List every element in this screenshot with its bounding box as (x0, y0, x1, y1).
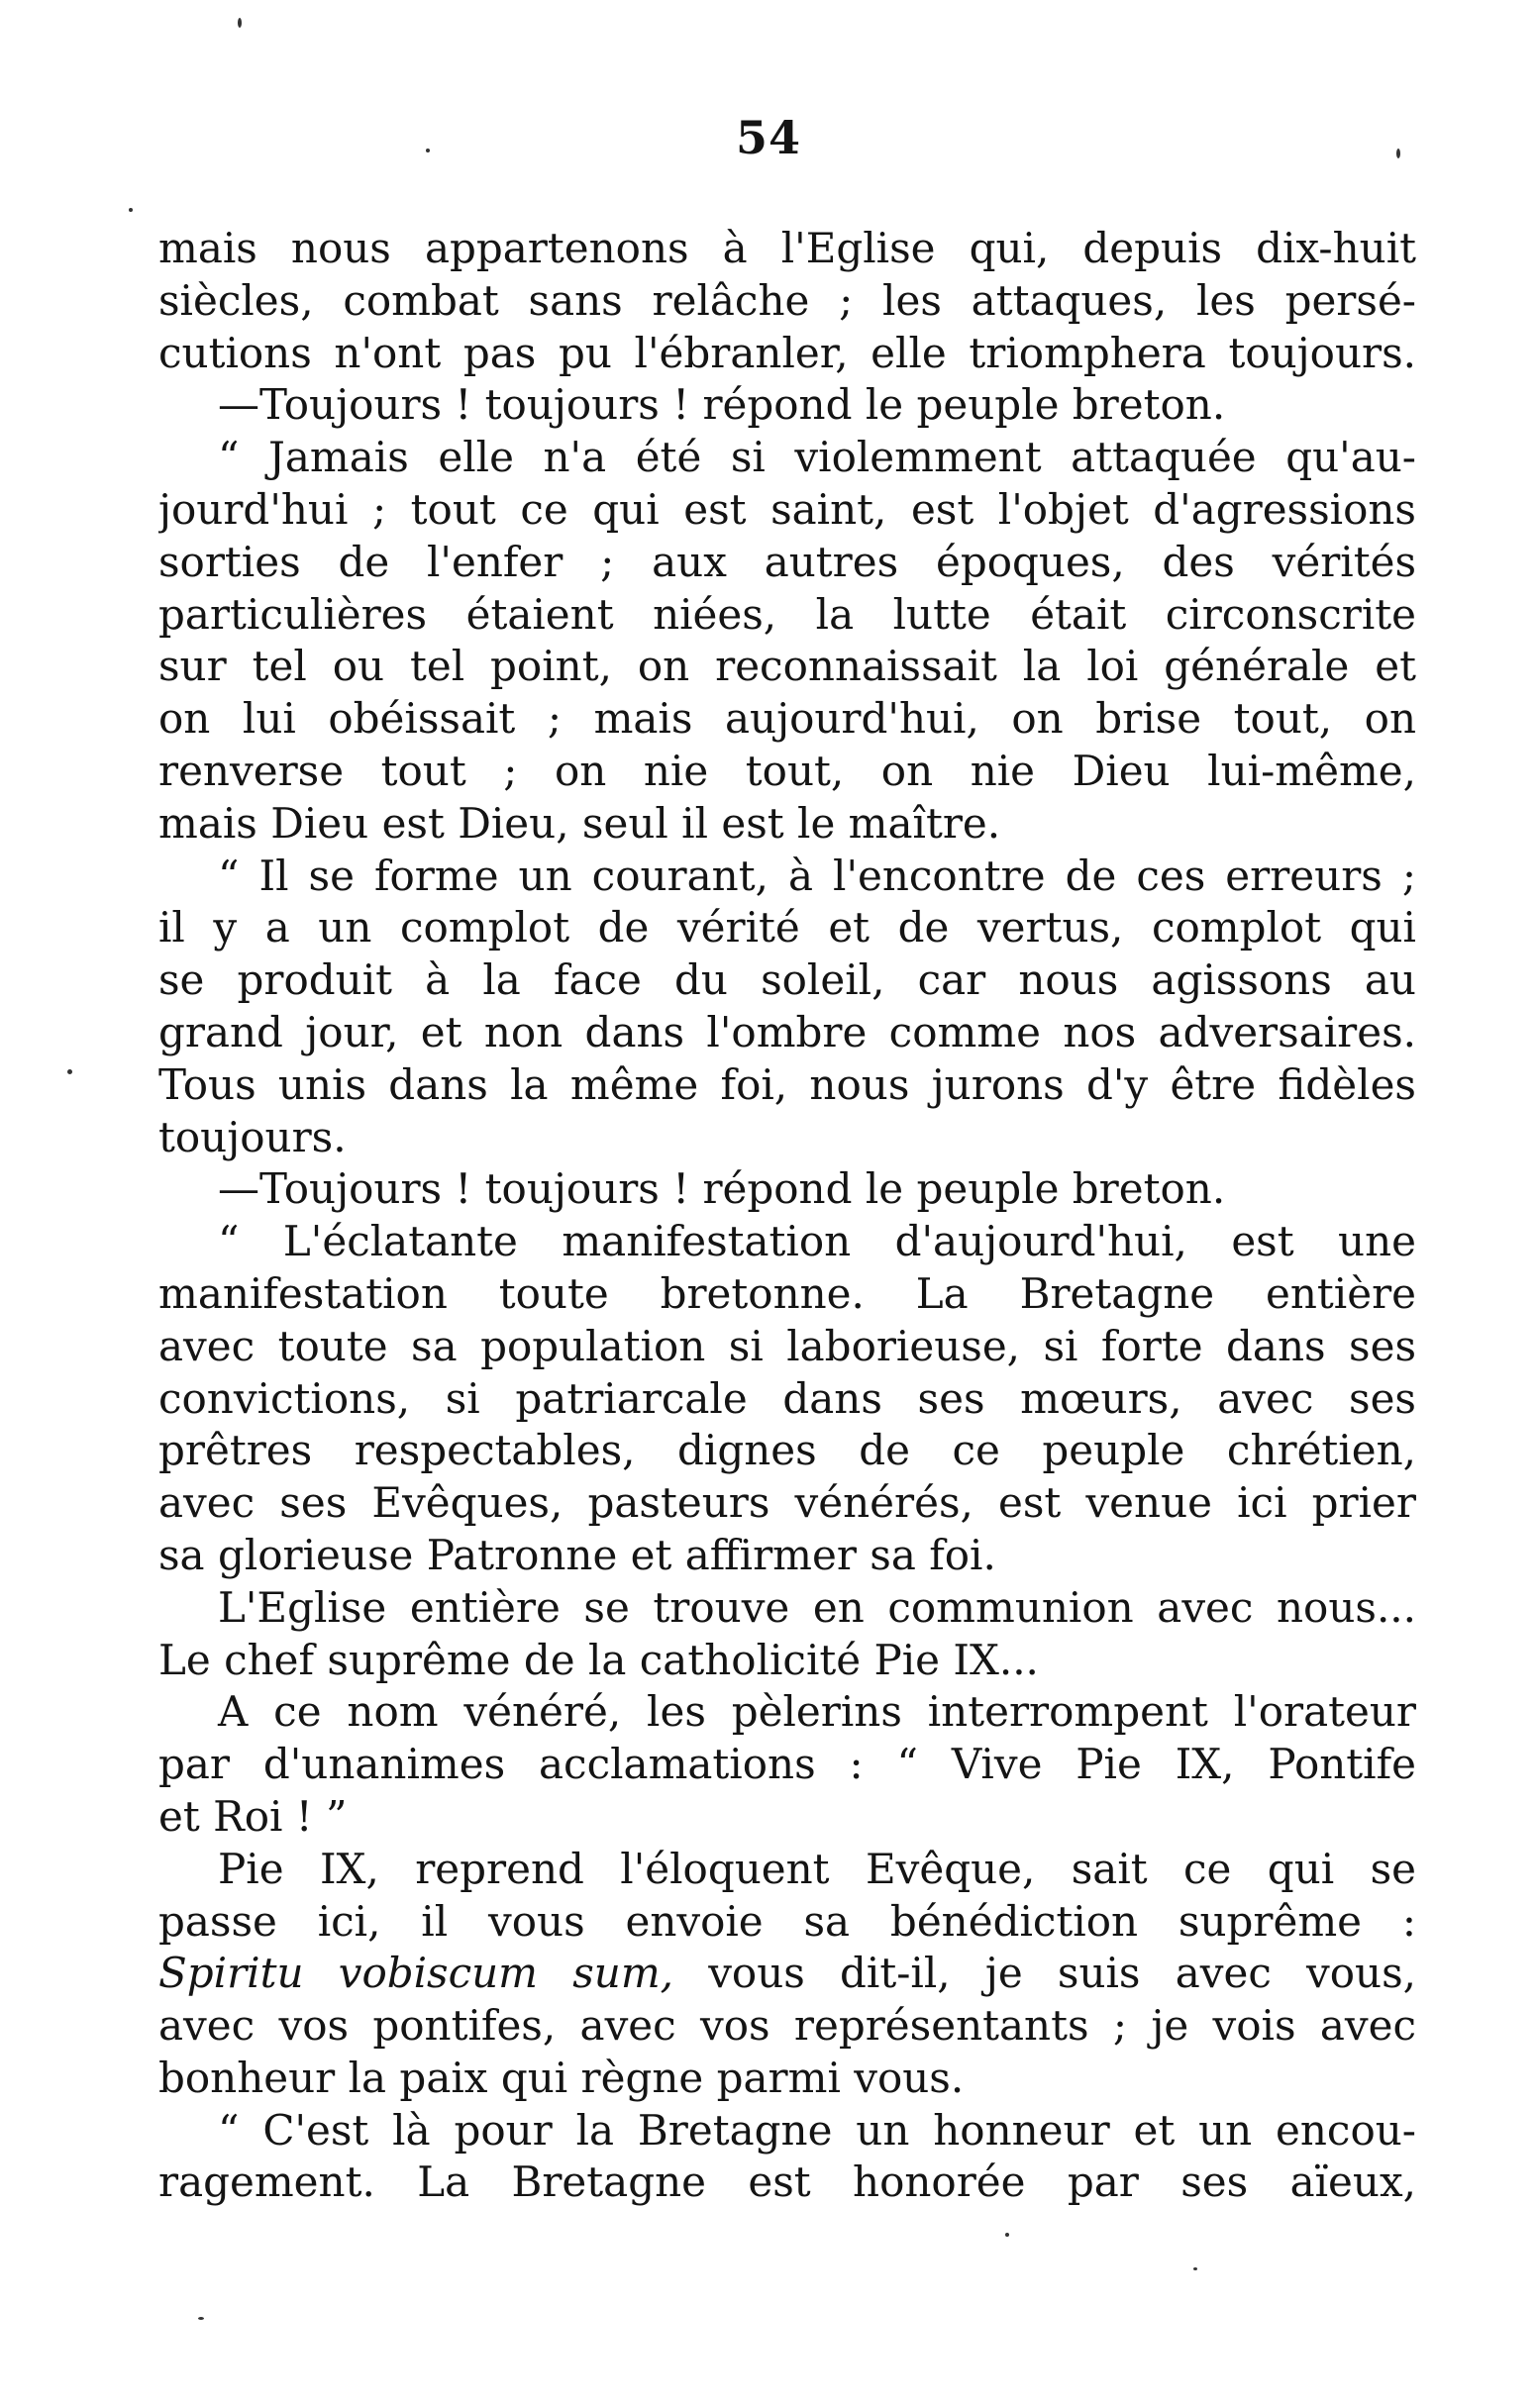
text-line-rest: vous dit-il, je suis avec vous, (673, 1949, 1416, 1998)
scan-speck (1193, 2267, 1197, 2270)
scan-speck (1005, 2233, 1009, 2237)
text-line: mais Dieu est Dieu, seul il est le maître. (158, 798, 1001, 848)
text-line: Pie IX, reprend l'éloquent Evêque, sait ce qui se (218, 1844, 1416, 1893)
text-line: sorties de l'enfer ; aux autres époques, des vérités (158, 537, 1416, 586)
text-line: Tous unis dans la même foi, nous jurons d'y être fidèles (158, 1059, 1416, 1109)
scan-speck (198, 2317, 204, 2320)
text-line: prêtres respectables, dignes de ce peuple chrétien, (158, 1426, 1416, 1475)
body-text (158, 223, 1416, 2209)
text-line: renverse tout ; on nie tout, on nie Dieu lui-même, (158, 746, 1416, 795)
text-line: par d'unanimes acclamations : “ Vive Pie IX, Pontife (158, 1740, 1416, 1789)
text-line: —Toujours ! toujours ! répond le peuple breton. (218, 380, 1226, 430)
scan-speck (426, 149, 430, 152)
text-line-mixed (158, 1948, 1416, 2000)
text-line: convictions, si patriarcale dans ses mœurs, avec ses (158, 1373, 1416, 1423)
text-line: cutions n'ont pas pu l'ébranler, elle triomphera toujours. (158, 328, 1416, 377)
text-line: sur tel ou tel point, on reconnaissait la loi générale et (158, 642, 1416, 691)
text-line: siècles, combat sans relâche ; les attaques, les persé- (158, 275, 1416, 325)
text-line: particulières étaient niées, la lutte était circonscrite (158, 589, 1416, 639)
text-line: Le chef suprême de la catholicité Pie IX... (158, 1635, 1039, 1684)
text-line: grand jour, et non dans l'ombre comme nos adversaires. (158, 1007, 1416, 1056)
text-line: “ Il se forme un courant, à l'encontre de ces erreurs ; (218, 851, 1416, 900)
text-line: passe ici, il vous envoie sa bénédiction suprême : (158, 1896, 1416, 1946)
text-line: A ce nom vénéré, les pèlerins interrompent l'orateur (218, 1687, 1416, 1737)
text-line: avec ses Evêques, pasteurs vénérés, est venue ici prier (158, 1478, 1416, 1528)
text-line: —Toujours ! toujours ! répond le peuple breton. (218, 1164, 1226, 1214)
page-number: 54 (735, 111, 801, 164)
scan-speck (1396, 149, 1400, 158)
text-line: jourd'hui ; tout ce qui est saint, est l'objet d'agressions (158, 484, 1416, 534)
text-line: ragement. La Bretagne est honorée par ses aïeux, (158, 2157, 1416, 2207)
text-line: on lui obéissait ; mais aujourd'hui, on brise tout, on (158, 694, 1416, 744)
text-line: toujours. (158, 1112, 347, 1161)
text-line: “ C'est là pour la Bretagne un honneur et un encou- (218, 2105, 1416, 2155)
text-line: sa glorieuse Patronne et affirmer sa foi. (158, 1530, 996, 1579)
text-line: bonheur la paix qui règne parmi vous. (158, 2053, 965, 2102)
text-line: manifestation toute bretonne. La Bretagne entière (158, 1268, 1416, 1318)
scan-speck (238, 18, 242, 28)
text-line: se produit à la face du soleil, car nous agissons au (158, 955, 1416, 1005)
text-line: L'Eglise entière se trouve en communion avec nous... (218, 1582, 1416, 1632)
text-line: et Roi ! ” (158, 1791, 348, 1841)
text-line: “ Jamais elle n'a été si violemment attaquée qu'au- (218, 433, 1416, 482)
text-line: il y a un complot de vérité et de vertus, complot qui (158, 903, 1416, 953)
scan-speck (67, 1069, 72, 1074)
text-line: “ L'éclatante manifestation d'aujourd'hui, est une (218, 1217, 1416, 1266)
text-line: avec toute sa population si laborieuse, si forte dans ses (158, 1321, 1416, 1370)
scan-speck (129, 208, 133, 212)
text-line: mais nous appartenons à l'Eglise qui, depuis dix-huit (158, 224, 1416, 272)
latin-quote: Spiritu vobiscum sum, (158, 1949, 673, 1998)
text-line: avec vos pontifes, avec vos représentants ; je vois avec (158, 2001, 1416, 2051)
